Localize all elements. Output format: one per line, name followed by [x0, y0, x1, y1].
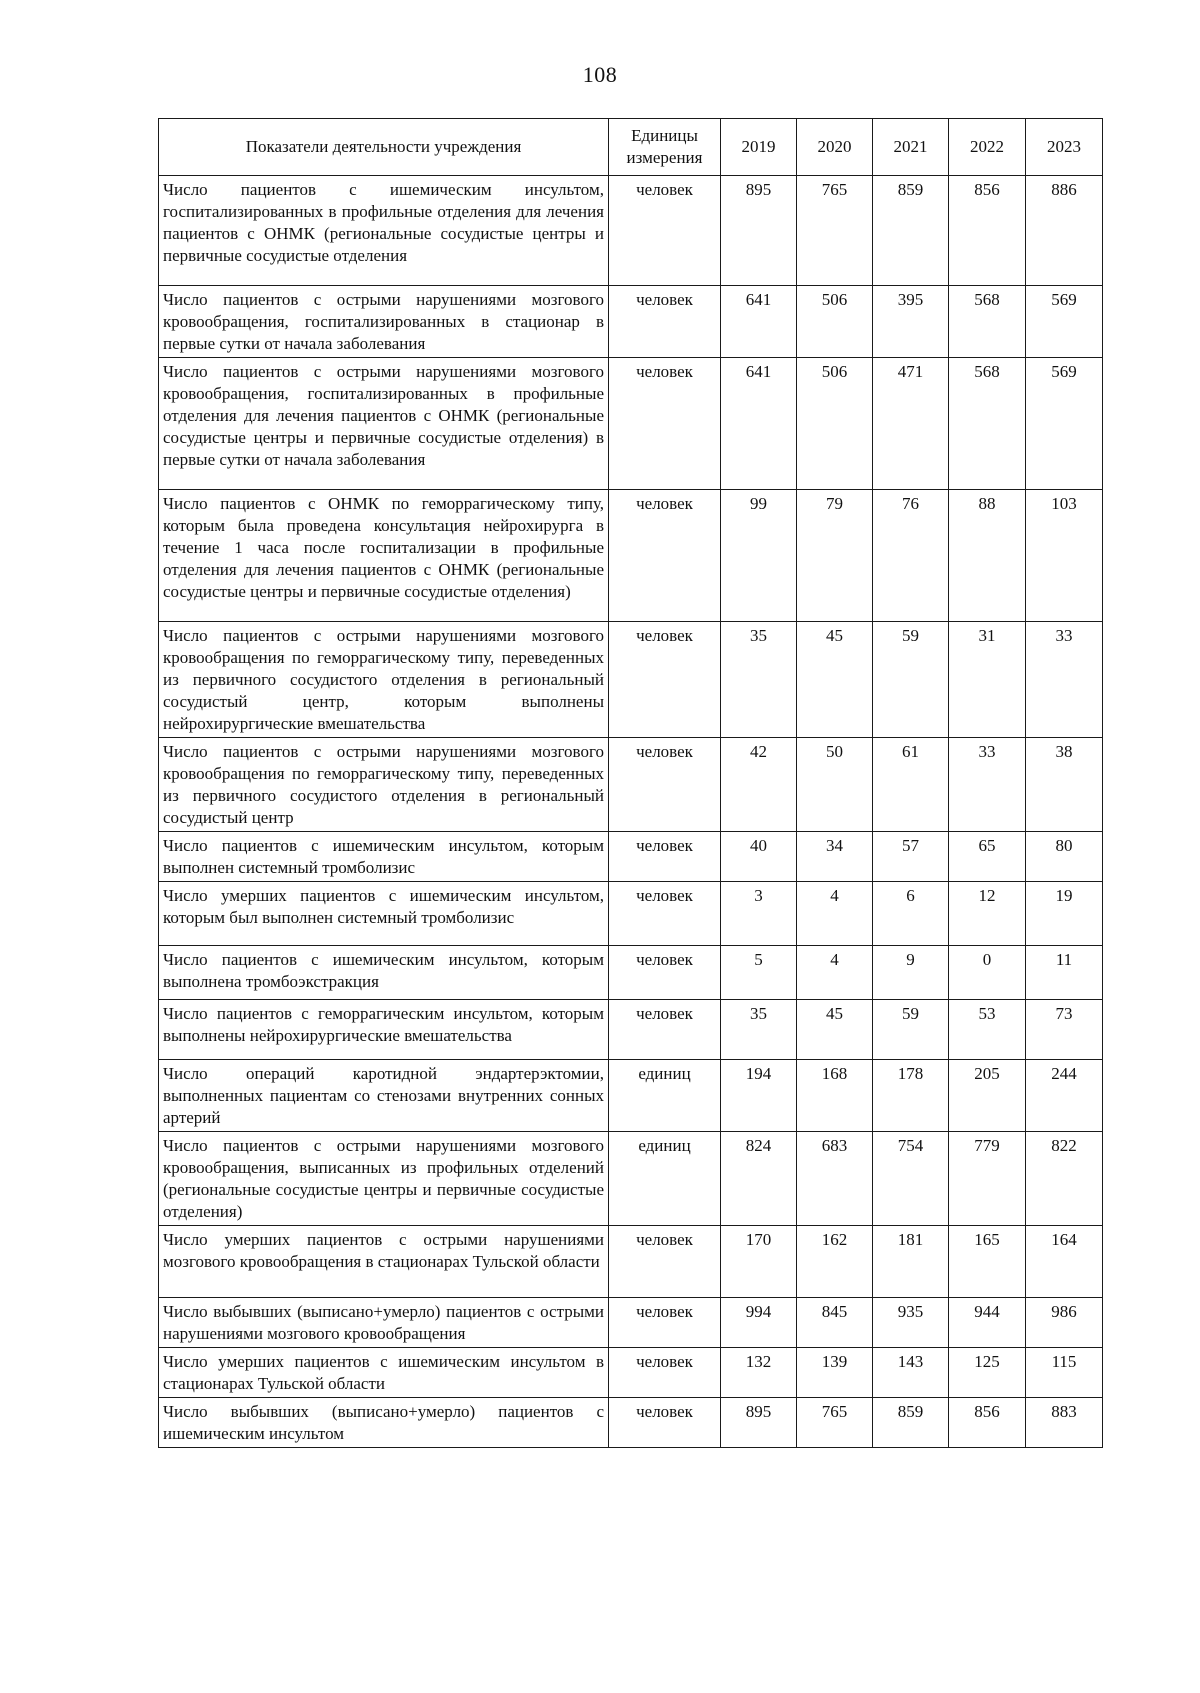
value-2021: 395: [873, 286, 949, 358]
value-2023: 883: [1026, 1398, 1103, 1448]
indicator-description: Число пациентов с острыми нарушениями мозгового кровообращения по геморрагическому типу, переведенных из первичного сосудистого отделения в региональный сосудистый центр: [159, 738, 609, 832]
value-2023: 11: [1026, 946, 1103, 1000]
value-2020: 162: [797, 1226, 873, 1298]
value-2019: 170: [721, 1226, 797, 1298]
value-2019: 641: [721, 358, 797, 490]
value-2020: 4: [797, 882, 873, 946]
value-2021: 935: [873, 1298, 949, 1348]
value-2021: 59: [873, 622, 949, 738]
value-2019: 641: [721, 286, 797, 358]
value-2020: 45: [797, 1000, 873, 1060]
indicator-unit: человек: [609, 946, 721, 1000]
value-2021: 76: [873, 490, 949, 622]
indicator-description: Число пациентов с острыми нарушениями мозгового кровообращения, госпитализированных в профильные отделения для лечения пациентов с ОНМК (региональные сосудистые центры и первичные сосудистые отделения) в первые сутки от начала заболевания: [159, 358, 609, 490]
value-2021: 471: [873, 358, 949, 490]
value-2022: 944: [949, 1298, 1026, 1348]
table-header-row: [159, 119, 1103, 176]
value-2022: 779: [949, 1132, 1026, 1226]
indicator-unit: человек: [609, 1348, 721, 1398]
table-row: [159, 1398, 1103, 1448]
value-2021: 754: [873, 1132, 949, 1226]
indicator-description: Число умерших пациентов с ишемическим инсультом, которым был выполнен системный тромболизис: [159, 882, 609, 946]
indicator-unit: человек: [609, 1226, 721, 1298]
indicators-table: [158, 118, 1103, 1448]
value-2022: 88: [949, 490, 1026, 622]
table-row: [159, 358, 1103, 490]
value-2020: 79: [797, 490, 873, 622]
value-2023: 80: [1026, 832, 1103, 882]
value-2020: 50: [797, 738, 873, 832]
value-2020: 765: [797, 176, 873, 286]
value-2020: 683: [797, 1132, 873, 1226]
indicator-unit: человек: [609, 176, 721, 286]
indicator-description: Число операций каротидной эндартерэктомии, выполненных пациентам со стенозами внутренних сонных артерий: [159, 1060, 609, 1132]
value-2022: 125: [949, 1348, 1026, 1398]
indicator-unit: человек: [609, 490, 721, 622]
indicator-description: Число выбывших (выписано+умерло) пациентов с острыми нарушениями мозгового кровообращения: [159, 1298, 609, 1348]
indicator-unit: человек: [609, 358, 721, 490]
indicator-unit: человек: [609, 1000, 721, 1060]
value-2020: 845: [797, 1298, 873, 1348]
indicator-unit: единиц: [609, 1060, 721, 1132]
value-2023: 569: [1026, 286, 1103, 358]
value-2023: 115: [1026, 1348, 1103, 1398]
value-2023: 33: [1026, 622, 1103, 738]
value-2022: 165: [949, 1226, 1026, 1298]
value-2022: 33: [949, 738, 1026, 832]
value-2021: 9: [873, 946, 949, 1000]
table-row: [159, 286, 1103, 358]
table-row: [159, 1298, 1103, 1348]
header-year-2022: 2022: [949, 119, 1026, 176]
value-2021: 859: [873, 176, 949, 286]
value-2021: 61: [873, 738, 949, 832]
table-row: [159, 946, 1103, 1000]
header-year-2021: 2021: [873, 119, 949, 176]
value-2020: 34: [797, 832, 873, 882]
value-2023: 19: [1026, 882, 1103, 946]
table-row: [159, 1060, 1103, 1132]
indicator-description: Число пациентов с ишемическим инсультом, госпитализированных в профильные отделения для лечения пациентов с ОНМК (региональные сосудистые центры и первичные сосудистые отделения: [159, 176, 609, 286]
indicator-description: Число умерших пациентов с ишемическим инсультом в стационарах Тульской области: [159, 1348, 609, 1398]
table-row: [159, 738, 1103, 832]
value-2021: 178: [873, 1060, 949, 1132]
value-2019: 40: [721, 832, 797, 882]
value-2020: 765: [797, 1398, 873, 1448]
value-2020: 506: [797, 286, 873, 358]
indicator-unit: единиц: [609, 1132, 721, 1226]
indicator-unit: человек: [609, 622, 721, 738]
value-2022: 0: [949, 946, 1026, 1000]
value-2023: 822: [1026, 1132, 1103, 1226]
header-year-2020: 2020: [797, 119, 873, 176]
value-2019: 994: [721, 1298, 797, 1348]
indicator-unit: человек: [609, 1398, 721, 1448]
value-2021: 143: [873, 1348, 949, 1398]
table-row: [159, 1226, 1103, 1298]
value-2019: 194: [721, 1060, 797, 1132]
value-2020: 506: [797, 358, 873, 490]
indicator-description: Число пациентов с ОНМК по геморрагическому типу, которым была проведена консультация нейрохирурга в течение 1 часа после госпитализации в профильные отделения для лечения пациентов с ОНМК (региональные сосудистые центры и первичные сосудистые отделения): [159, 490, 609, 622]
indicator-description: Число пациентов с острыми нарушениями мозгового кровообращения, выписанных из профильных отделений (региональные сосудистые центры и первичные сосудистые отделения): [159, 1132, 609, 1226]
indicator-unit: человек: [609, 738, 721, 832]
value-2021: 6: [873, 882, 949, 946]
value-2023: 38: [1026, 738, 1103, 832]
table-row: [159, 1348, 1103, 1398]
value-2022: 65: [949, 832, 1026, 882]
table-row: [159, 882, 1103, 946]
value-2019: 42: [721, 738, 797, 832]
value-2022: 12: [949, 882, 1026, 946]
value-2021: 181: [873, 1226, 949, 1298]
indicator-description: Число пациентов с геморрагическим инсультом, которым выполнены нейрохирургические вмешательства: [159, 1000, 609, 1060]
value-2021: 859: [873, 1398, 949, 1448]
value-2020: 139: [797, 1348, 873, 1398]
table-row: [159, 490, 1103, 622]
value-2022: 856: [949, 176, 1026, 286]
indicator-unit: человек: [609, 882, 721, 946]
value-2022: 53: [949, 1000, 1026, 1060]
table-row: [159, 1132, 1103, 1226]
value-2023: 244: [1026, 1060, 1103, 1132]
indicator-description: Число пациентов с острыми нарушениями мозгового кровообращения, госпитализированных в стационар в первые сутки от начала заболевания: [159, 286, 609, 358]
value-2019: 99: [721, 490, 797, 622]
table-row: [159, 176, 1103, 286]
value-2023: 164: [1026, 1226, 1103, 1298]
value-2019: 5: [721, 946, 797, 1000]
table-row: [159, 1000, 1103, 1060]
value-2020: 4: [797, 946, 873, 1000]
header-year-2023: 2023: [1026, 119, 1103, 176]
value-2019: 895: [721, 1398, 797, 1448]
value-2022: 568: [949, 358, 1026, 490]
value-2019: 35: [721, 1000, 797, 1060]
value-2019: 132: [721, 1348, 797, 1398]
value-2022: 205: [949, 1060, 1026, 1132]
value-2023: 569: [1026, 358, 1103, 490]
value-2020: 45: [797, 622, 873, 738]
value-2019: 3: [721, 882, 797, 946]
value-2022: 568: [949, 286, 1026, 358]
value-2022: 31: [949, 622, 1026, 738]
value-2023: 886: [1026, 176, 1103, 286]
value-2021: 57: [873, 832, 949, 882]
indicator-description: Число пациентов с ишемическим инсультом, которым выполнен системный тромболизис: [159, 832, 609, 882]
value-2019: 824: [721, 1132, 797, 1226]
header-unit: Единицы измерения: [609, 119, 721, 176]
indicator-description: Число выбывших (выписано+умерло) пациентов с ишемическим инсультом: [159, 1398, 609, 1448]
indicator-description: Число пациентов с острыми нарушениями мозгового кровообращения по геморрагическому типу, переведенных из первичного сосудистого отделения в региональный сосудистый центр, которым выполнены нейрохирургические вмешательства: [159, 622, 609, 738]
value-2023: 103: [1026, 490, 1103, 622]
page-number: 108: [582, 62, 618, 87]
value-2019: 895: [721, 176, 797, 286]
value-2023: 73: [1026, 1000, 1103, 1060]
header-year-2019: 2019: [721, 119, 797, 176]
table-row: [159, 832, 1103, 882]
value-2020: 168: [797, 1060, 873, 1132]
indicator-description: Число умерших пациентов с острыми нарушениями мозгового кровообращения в стационарах Тульской области: [159, 1226, 609, 1298]
value-2019: 35: [721, 622, 797, 738]
table-body: [159, 176, 1103, 1448]
header-indicator: Показатели деятельности учреждения: [159, 119, 609, 176]
indicator-description: Число пациентов с ишемическим инсультом, которым выполнена тромбоэкстракция: [159, 946, 609, 1000]
value-2022: 856: [949, 1398, 1026, 1448]
value-2021: 59: [873, 1000, 949, 1060]
table-row: [159, 622, 1103, 738]
indicator-unit: человек: [609, 832, 721, 882]
value-2023: 986: [1026, 1298, 1103, 1348]
indicator-unit: человек: [609, 1298, 721, 1348]
indicator-unit: человек: [609, 286, 721, 358]
